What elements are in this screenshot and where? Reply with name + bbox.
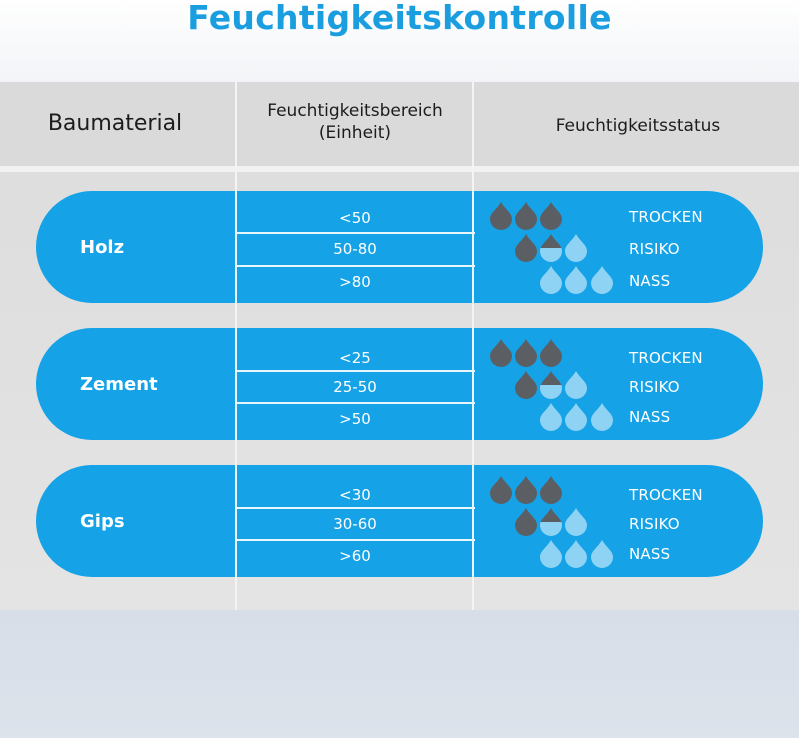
material-row-zement <box>36 328 763 440</box>
status-wet: NASS <box>629 272 671 290</box>
status-wet: NASS <box>629 408 671 426</box>
range-dry: <50 <box>339 209 371 227</box>
range-divider <box>235 402 475 404</box>
footer-area <box>0 610 799 738</box>
water-drop-half-icon <box>540 234 562 262</box>
header-range-line1: Feuchtigkeitsbereich <box>267 101 443 121</box>
water-drop-dark-icon <box>540 476 562 504</box>
range-divider <box>235 370 475 372</box>
water-drop-half-icon <box>540 508 562 536</box>
range-wet: >50 <box>339 410 371 428</box>
range-divider <box>235 265 475 267</box>
header-status: Feuchtigkeitsstatus <box>555 116 721 136</box>
water-drop-dark-icon <box>540 339 562 367</box>
water-drop-light-icon <box>565 540 587 568</box>
page-title: Feuchtigkeitskontrolle <box>187 0 612 37</box>
water-drop-dark-icon <box>540 202 562 230</box>
status-risk: RISIKO <box>629 240 680 258</box>
water-drop-light-icon <box>565 371 587 399</box>
material-name: Gips <box>80 510 125 532</box>
material-name: Zement <box>80 373 158 395</box>
header-range-line2: (Einheit) <box>318 123 392 143</box>
header-range <box>240 100 470 144</box>
status-wet: NASS <box>629 545 671 563</box>
range-risk: 50-80 <box>333 240 377 258</box>
water-drop-dark-icon <box>515 476 537 504</box>
water-drop-dark-icon <box>515 202 537 230</box>
water-drop-light-icon <box>565 403 587 431</box>
material-row-gips <box>36 465 763 577</box>
water-drop-light-icon <box>540 403 562 431</box>
status-risk: RISIKO <box>629 378 680 396</box>
water-drop-light-icon <box>565 266 587 294</box>
water-drop-light-icon <box>540 266 562 294</box>
range-divider <box>235 507 475 509</box>
water-drop-dark-icon <box>515 339 537 367</box>
water-drop-light-icon <box>540 540 562 568</box>
range-risk: 30-60 <box>333 515 377 533</box>
header-material: Baumaterial <box>47 111 183 136</box>
water-drop-dark-icon <box>490 476 512 504</box>
status-dry: TROCKEN <box>629 208 703 226</box>
material-name: Holz <box>80 236 125 258</box>
range-divider <box>235 232 475 234</box>
material-row-holz <box>36 191 763 303</box>
status-dry: TROCKEN <box>629 349 703 367</box>
status-risk: RISIKO <box>629 515 680 533</box>
range-dry: <25 <box>339 349 371 367</box>
status-dry: TROCKEN <box>629 486 703 504</box>
water-drop-dark-icon <box>490 339 512 367</box>
header-separator <box>0 166 799 172</box>
range-wet: >60 <box>339 547 371 565</box>
water-drop-half-icon <box>540 371 562 399</box>
water-drop-dark-icon <box>490 202 512 230</box>
range-dry: <30 <box>339 486 371 504</box>
water-drop-light-icon <box>565 234 587 262</box>
water-drop-dark-icon <box>515 371 537 399</box>
water-drop-dark-icon <box>515 508 537 536</box>
range-wet: >80 <box>339 273 371 291</box>
water-drop-dark-icon <box>515 234 537 262</box>
water-drop-light-icon <box>565 508 587 536</box>
range-risk: 25-50 <box>333 378 377 396</box>
water-drop-light-icon <box>591 540 613 568</box>
water-drop-light-icon <box>591 266 613 294</box>
water-drop-light-icon <box>591 403 613 431</box>
range-divider <box>235 539 475 541</box>
